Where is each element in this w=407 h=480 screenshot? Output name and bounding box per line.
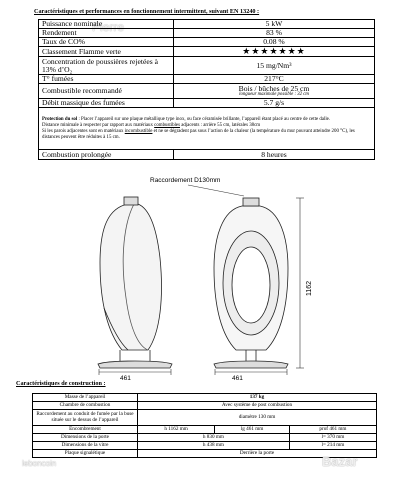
width-label-right: 461 xyxy=(232,375,243,382)
cons-value: diamètre 130 mm xyxy=(138,410,377,426)
perf-value: 5.7 g/s xyxy=(174,99,375,108)
construction-heading: Caractéristiques de construction : xyxy=(16,380,106,387)
protection-note: Protection du sol : Placer l’appareil sur une plaque métallique type inox, ou face céramisée brillante, l’appareil étant placé au centre de cette dalle. Distance minimale à respecter par rapport aux matériaux combustibles adjacents : arrière 55 cm, latérales 38cm Si les parois adjacentes sont en matériaux incombustible et ne se dégradent pas sous l’action de la chaleur (la température du mur pouvant atteindre 200 °C), les distances peuvent être réduites à 15 cm. xyxy=(39,108,375,150)
prolonged-label: Combustion prolongée xyxy=(39,150,174,160)
width-dimension-left xyxy=(99,369,171,375)
plaque-value: Derrière la porte xyxy=(138,450,377,458)
construction-table xyxy=(32,393,377,458)
bazar-watermark: Bazar xyxy=(322,454,358,469)
watermark-text: Pierre xyxy=(92,20,125,34)
perf-label: Concentration de poussières rejetées à 13% d’O₂ xyxy=(39,57,174,75)
encombrement-prof: prof 461 mm xyxy=(289,426,376,434)
perf-value: 0.08 % xyxy=(174,38,375,47)
perf-value: Bois / bûches de 25 cm xyxy=(238,84,310,94)
width-label-left: 461 xyxy=(120,375,131,382)
performance-table xyxy=(38,19,375,160)
perf-subvalue: longueur maximale possible : 32 cm xyxy=(239,92,309,98)
perf-value: 217°C xyxy=(174,75,375,84)
vitre-h: h 438 mm xyxy=(138,442,290,450)
height-label: 1162 xyxy=(306,280,313,296)
stove-drawing xyxy=(0,168,407,383)
stars-rating: ★★★★★★★ xyxy=(174,47,375,57)
performance-heading: Caractéristiques et performances en fonctionnement intermittent, suivant EN 13240 : xyxy=(34,8,260,15)
cons-label: Raccordement au conduit de fumée par la buse située sur le dessus de l’appareil xyxy=(33,410,138,426)
protection-title: Protection du sol xyxy=(42,117,78,123)
perf-label: T° fumées xyxy=(39,75,174,84)
perf-value: 5 kW xyxy=(174,20,375,29)
vitre-l: l= 214 mm xyxy=(289,442,376,450)
width-dimension-right xyxy=(215,369,287,375)
perf-label: Débit massique des fumées xyxy=(39,99,174,108)
perf-label: Puissance nominale xyxy=(39,20,174,29)
cons-value: Avec système de post combustion xyxy=(138,402,377,410)
cons-label: Masse de l’appareil xyxy=(33,394,138,402)
porte-l: l= 370 mm xyxy=(289,434,376,442)
encombrement-h: h 1162 mm xyxy=(138,426,215,434)
vitre-label: Dimensions de la vitre xyxy=(33,442,138,450)
perf-value: 15 mg/Nm³ xyxy=(174,57,375,75)
prolonged-value: 8 heures xyxy=(174,150,375,160)
perf-label: Taux de CO% xyxy=(39,38,174,47)
perf-label: Combustible recommandé xyxy=(39,84,174,99)
perf-label: Rendement xyxy=(39,29,174,38)
height-dimension xyxy=(296,198,304,368)
perf-value: 83 % xyxy=(174,29,375,38)
encombrement-label: Encombrement xyxy=(33,426,138,434)
stove-side-view xyxy=(98,197,172,368)
porte-label: Dimensions de la porte xyxy=(33,434,138,442)
encombrement-lg: lg 461 mm xyxy=(215,426,290,434)
cons-label: Chambre de combustion xyxy=(33,402,138,410)
perf-label: Classement Flamme verte xyxy=(39,47,174,57)
stove-front-view xyxy=(214,198,288,368)
raccordement-label: Raccordement D130mm xyxy=(150,177,221,184)
plaque-label: Plaque signalétique xyxy=(33,450,138,458)
porte-h: h 830 mm xyxy=(138,434,290,442)
cons-value: 137 kg xyxy=(138,394,377,402)
leboncoin-watermark: leboncoin xyxy=(22,459,57,468)
callout-line xyxy=(188,185,244,196)
